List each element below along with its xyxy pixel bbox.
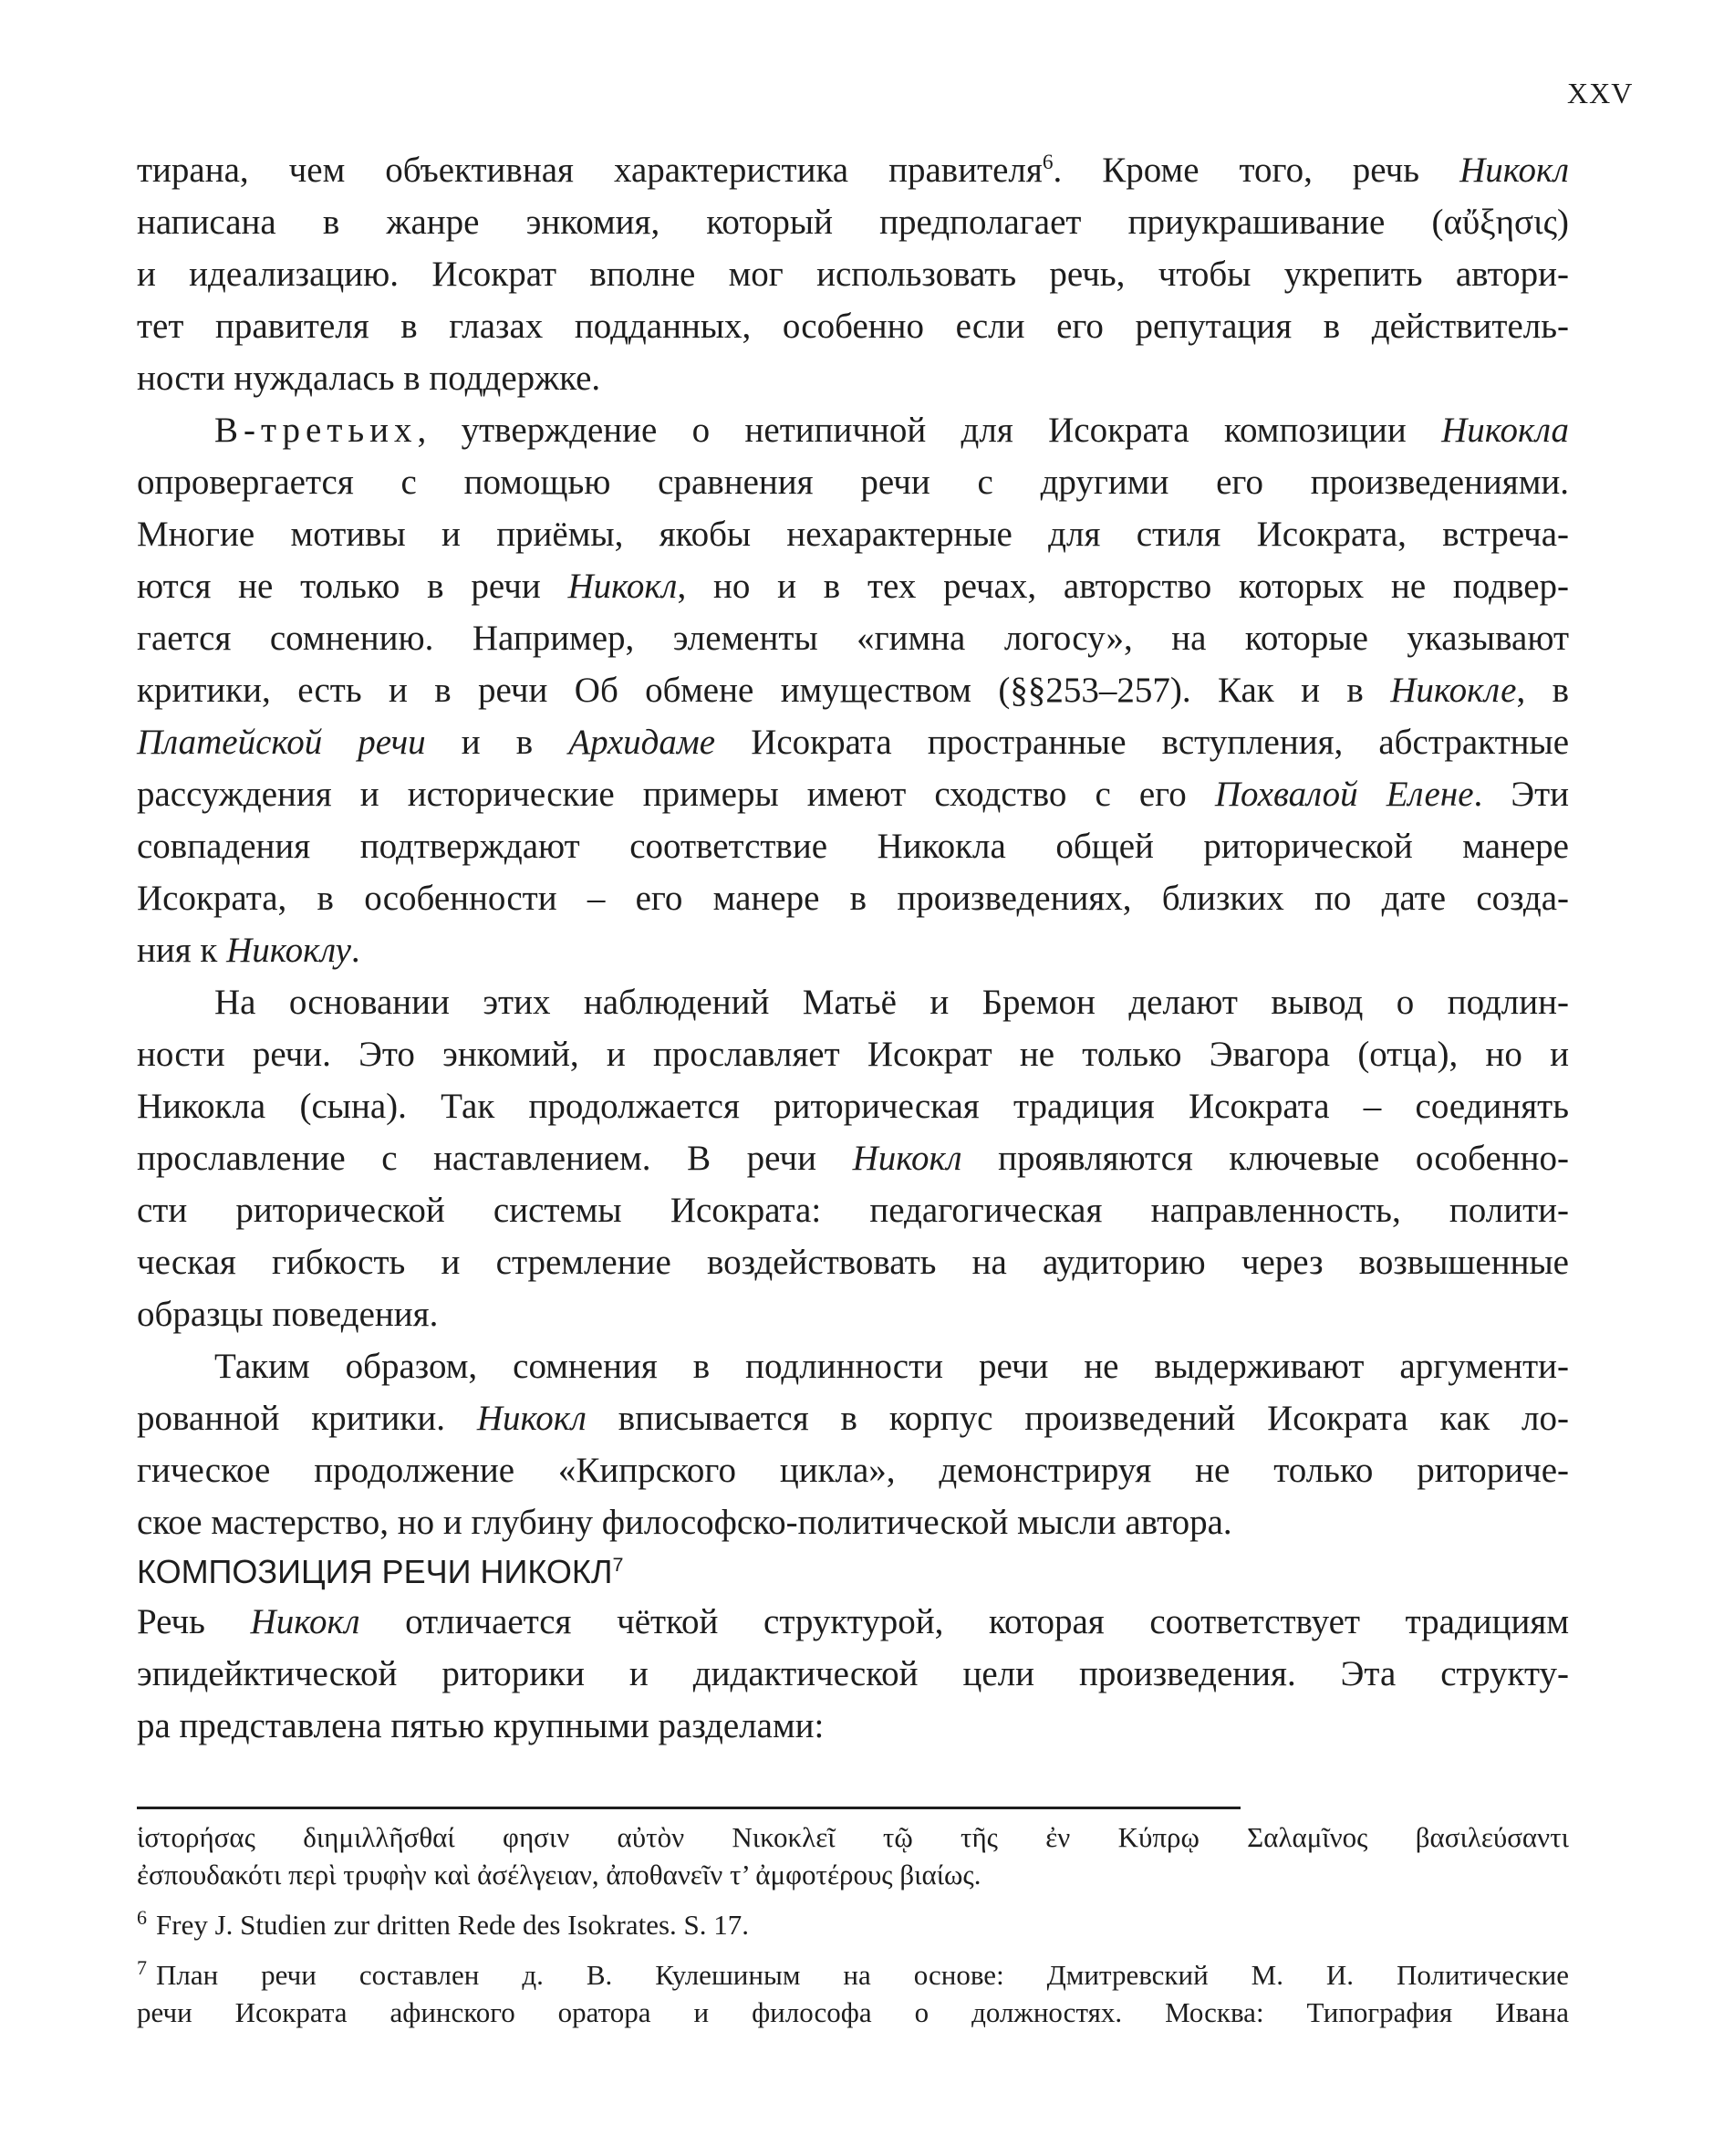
- paragraph-3-line-6: ческая гибкость и стремление воздействовать на аудиторию через возвышенные: [137, 1243, 1569, 1282]
- footnote-separator: [137, 1807, 1241, 1809]
- page-number: XXV: [1567, 77, 1634, 109]
- footnote-7-line-2: речи Исократа афинского оратора и философа о должностях. Москва: Типография Ивана: [137, 1996, 1569, 2028]
- paragraph-2-line-8: рассуждения и исторические примеры имеют сходство с его Похвалой Елене. Эти: [137, 775, 1570, 814]
- paragraph-5-line-1: Речь Никокл отличается чёткой структурой, которая соответствует традициям: [137, 1602, 1569, 1641]
- paragraph-2-line-1: В-третьих, утверждение о нетипичной для Исократа композиции Никокла: [214, 411, 1570, 450]
- paragraph-5-line-3: ра представлена пятью крупными разделами:: [137, 1706, 825, 1745]
- paragraph-2-line-5: гается сомнению. Например, элементы «гимна логосу», на которые указывают: [137, 619, 1569, 658]
- paragraph-5-line-2: эпидейктической риторики и дидактической цели произведения. Эта структу-: [137, 1654, 1569, 1693]
- paragraph-1-line-2: написана в жанре энкомия, который предполагает приукрашивание (αὔξησις): [137, 203, 1569, 242]
- paragraph-2-line-4: ются не только в речи Никокл, но и в тех речах, авторство которых не подвер-: [137, 567, 1570, 606]
- footnote-ref-6[interactable]: 6: [1042, 151, 1054, 174]
- paragraph-1-line-1: тирана, чем объективная характеристика правителя$^6$. Кроме того, речь Никокл: [137, 151, 1570, 190]
- footnote-6-number: 6: [137, 1905, 147, 1929]
- paragraph-4-line-2: рованной критики. Никокл вписывается в корпус произведений Исократа как ло-: [137, 1399, 1569, 1438]
- paragraph-2-line-7: Платейской речи и в Архидаме Исократа пространные вступления, абстрактные: [137, 723, 1570, 762]
- footnotes: [137, 1818, 1569, 2031]
- paragraph-3-line-3: Никокла (сына). Так продолжается риторическая традиция Исократа – соединять: [137, 1087, 1569, 1126]
- section-heading: КОМПОЗИЦИЯ РЕЧИ НИКОКЛ$^7$: [137, 1553, 624, 1590]
- footnote-ref-7[interactable]: 7: [612, 1553, 624, 1576]
- paragraph-4-line-3: гическое продолжение «Кипрского цикла», демонстрируя не только риториче-: [137, 1451, 1569, 1490]
- paragraph-2-line-10: Исократа, в особенности – его манере в произведениях, близких по дате созда-: [137, 879, 1569, 918]
- paragraph-1-line-3: и идеализацию. Исократ вполне мог использовать речь, чтобы укрепить автори-: [137, 255, 1569, 294]
- paragraph-2-line-11: ния к Никоклу.: [137, 931, 360, 970]
- paragraph-2-line-9: совпадения подтверждают соответствие Никокла общей риторической манере: [137, 827, 1569, 866]
- paragraph-3-line-7: образцы поведения.: [137, 1295, 439, 1334]
- paragraph-1-line-5: ности нуждалась в поддержке.: [137, 359, 601, 398]
- paragraph-2-line-6: критики, есть и в речи Об обмене имуществом (§§253–257). Как и в Никокле, в: [137, 671, 1569, 710]
- paragraph-2-line-2: опровергается с помощью сравнения речи с другими его произведениями.: [137, 463, 1569, 502]
- footnote-greek-line-1: ἱστορήσας διημιλλῆσθαί φησιν αὐτὸν Νικοκλεῖ τῷ τῆς ἐν Κύπρῳ Σαλαμῖνος βασιλεύσαντι: [137, 1821, 1569, 1853]
- paragraph-3-line-2: ности речи. Это энкомий, и прославляет Исократ не только Эвагора (отца), но и: [137, 1035, 1569, 1074]
- footnote-7-line-1: $^7$ План речи составлен д. В. Кулешиным на основе: Дмитревский М. И. Политические: [137, 1955, 1569, 1991]
- paragraph-2-line-3: Многие мотивы и приёмы, якобы нехарактерные для стиля Исократа, встреча-: [137, 515, 1569, 554]
- paragraph-4-line-1: Таким образом, сомнения в подлинности речи не выдерживают аргументи-: [214, 1347, 1569, 1386]
- body-text: [137, 144, 1569, 1752]
- paragraph-3-line-4: прославление с наставлением. В речи Никокл проявляются ключевые особенно-: [137, 1139, 1570, 1178]
- footnote-greek-line-2: ἐσπουδακότι περὶ τρυφὴν καὶ ἀσέλγειαν, ἀποθανεῖν τ’ ἀμφοτέρους βιαίως.: [137, 1859, 981, 1890]
- footnote-6: $^6$ Frey J. Studien zur dritten Rede des Isokrates. S. 17.: [137, 1905, 750, 1941]
- paragraph-4-line-4: ское мастерство, но и глубину философско-политической мысли автора.: [137, 1503, 1232, 1542]
- footnote-7-number: 7: [137, 1955, 147, 1979]
- paragraph-1-line-4: тет правителя в глазах подданных, особенно если его репутация в действитель-: [137, 307, 1569, 346]
- paragraph-3-line-1: На основании этих наблюдений Матьё и Бремон делают вывод о подлин-: [214, 983, 1569, 1022]
- paragraph-3-line-5: сти риторической системы Исократа: педагогическая направленность, полити-: [137, 1191, 1569, 1230]
